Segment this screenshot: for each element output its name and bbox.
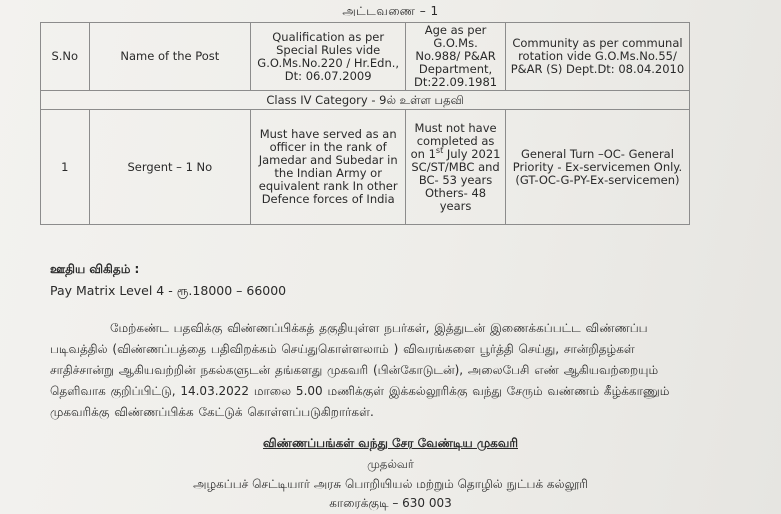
instructions-paragraph: மேற்கண்ட பதவிக்கு விண்ணப்பிக்கத் தகுதியுள்ள நபர்கள், இத்துடன் இணைக்கப்பட்ட விண்ணப்ப படிவத்தில் (விண்ணப்பத்தை பதிவிறக்கம் செய்துகொள்ளலாம் ) விவரங்களை பூர்த்தி செய்து, சான்றிதழ்கள் சாதிச்சான்று ஆகியவற்றின் நகல்களுடன் தங்களது முகவரி (பின்கோடுடன்), அலைபேசி எண் ஆகியவற்றையும் தெளிவாக குறிப்பிட்டு, 14.03.2022 மாலை 5.00 மணிக்குள் இக்கல்லூரிக்கு வந்து சேரும் வண்ணம் கீழ்க்காணும் முகவரிக்கு விண்ணப்பிக்க கேட்டுக் கொள்ளப்படுகிறார்கள். [50,321,670,419]
category-cell: Class IV Category - 9ல் உள்ள பதவி [41,91,690,110]
cell-post-name: Sergent – 1 No [89,110,251,225]
address-heading: விண்ணப்பங்கள் வந்து சேர வேண்டிய முகவரி [263,436,518,450]
header-qualification: Qualification as per Special Rules vide G.O.Ms.No.220 / Hr.Edn., Dt: 06.07.2009 [251,23,406,91]
address-line-college: அழகப்பச் செட்டியார் அரசு பொறியியல் மற்றும் தொழில் நுட்பக் கல்லூரி [193,477,588,491]
cell-age-part2: July 2021 SC/ST/MBC and BC- 53 years Others- 48 years [411,146,501,213]
pay-scale-heading: ஊதிய விகிதம் : [50,262,140,276]
cell-age-superscript: st [435,145,444,155]
header-age: Age as per G.O.Ms. No.988/ P&AR Department, Dt:22.09.1981 [406,23,506,91]
table-header-row [41,23,690,91]
header-sno: S.No [41,23,90,91]
header-post-name: Name of the Post [89,23,251,91]
cell-sno: 1 [41,110,90,225]
annexure-title: அட்டவணை – 1 [342,4,439,18]
cell-age [406,110,506,225]
cell-qualification: Must have served as an officer in the rank of Jamedar and Subedar in the Indian Army or equivalent rank In other Defence forces of India [251,110,406,225]
post-details-table [40,22,690,225]
header-community: Community as per communal rotation vide G.O.Ms.No.55/ P&AR (S) Dept.Dt: 08.04.2010 [505,23,689,91]
table-row [41,110,690,225]
cell-community: General Turn –OC- General Priority - Ex-servicemen Only. (GT-OC-G-PY-Ex-servicemen) [505,110,689,225]
pay-scale-line: Pay Matrix Level 4 - ரூ.18000 – 66000 [50,283,287,298]
cell-age-part1: Must not have completed as on 1 [410,120,497,161]
category-row [41,91,690,110]
address-line-city: காரைக்குடி – 630 003 [329,496,452,510]
address-line-principal: முதல்வர் [367,457,414,471]
